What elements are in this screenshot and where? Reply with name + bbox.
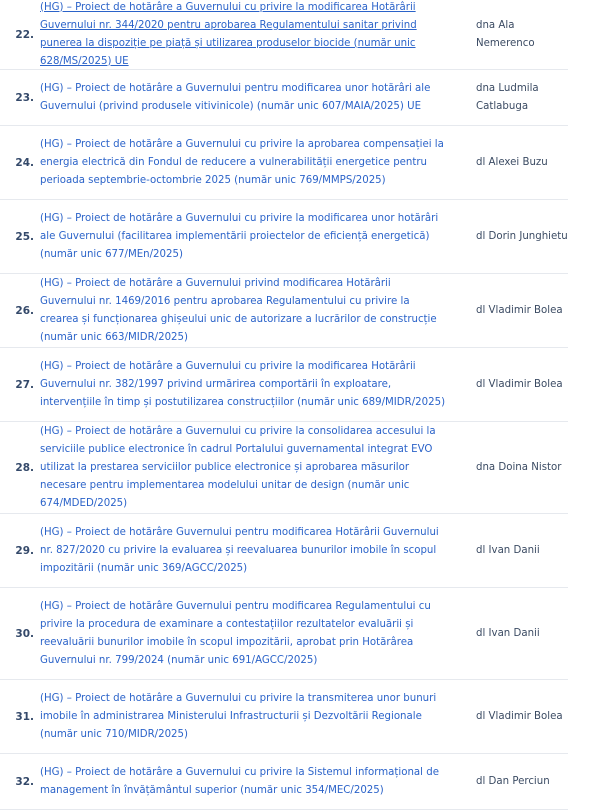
agenda-row [0,754,568,810]
agenda-row [0,70,568,126]
agenda-row [0,588,568,680]
agenda-item-responsible: dl Vladimir Bolea [476,710,563,722]
agenda-row [0,126,568,200]
agenda-row [0,0,568,70]
agenda-item-responsible: dl Vladimir Bolea [476,378,563,390]
agenda-item-number: 27. [15,378,34,391]
agenda-item-responsible: dna Ludmila Catlabuga [476,82,539,112]
agenda-item-responsible: dl Dan Perciun [476,775,550,787]
agenda-row [0,514,568,588]
agenda-item-number: 23. [15,91,34,104]
agenda-item-number: 31. [15,710,34,723]
agenda-item-responsible: dna Ala Nemerenco [476,19,535,49]
agenda-item-number: 22. [15,28,34,41]
agenda-item-title-link[interactable]: (HG) – Proiect de hotărâre a Guvernului cu privire la aprobarea compensației la energia electrică din Fondul de reducere a vulnerabilității energetice pentru perioada septembrie-octombrie 2025 (număr unic 769/MMPS/2025) [40,138,444,186]
agenda-item-title-link[interactable]: (HG) – Proiect de hotărâre a Guvernului cu privire la Sistemul informațional de management în învățământul superior (număr unic 354/MEC/2025) [40,766,439,796]
agenda-row [0,200,568,274]
agenda-item-number: 28. [15,461,34,474]
agenda-item-number: 29. [15,544,34,557]
agenda-row [0,274,568,348]
agenda-item-title-link[interactable]: (HG) – Proiect de hotărâre a Guvernului cu privire la modificarea Hotărârii Guvernului nr. 382/1997 privind urmărirea comportării în exploatare, intervențiile în timp și postutilizarea construcțiilor (număr unic 689/MIDR/2025) [40,360,446,408]
agenda-item-responsible: dl Alexei Buzu [476,156,548,168]
agenda-item-responsible: dl Ivan Danii [476,627,540,639]
agenda-item-title-link[interactable]: (HG) – Proiect de hotărâre a Guvernului privind modificarea Hotărârii Guvernului nr. 1469/2016 pentru aprobarea Regulamentului cu privire la crearea și funcționarea ghișeului unic de autorizare a lucrărilor de construcție (număr unic 663/MIDR/2025) [40,277,437,343]
agenda-item-number: 26. [15,304,34,317]
agenda-item-number: 32. [15,775,34,788]
agenda-item-number: 30. [15,627,34,640]
agenda-item-title-link[interactable]: (HG) – Proiect de hotărâre a Guvernului cu privire la transmiterea unor bunuri imobile în administrarea Ministerului Infrastructurii și Dezvoltării Regionale (număr unic 710/MIDR/2025) [40,692,437,740]
agenda-item-responsible: dl Ivan Danii [476,544,540,556]
agenda-item-responsible: dl Vladimir Bolea [476,304,563,316]
agenda-item-number: 25. [15,230,34,243]
agenda-item-number: 24. [15,156,34,169]
agenda-item-title-link[interactable]: (HG) – Proiect de hotărâre a Guvernului cu privire la consolidarea accesului la serviciile publice electronice în cadrul Portalului guvernamental integrat EVO utilizat la prestarea serviciilor publice electronice și aprobarea măsurilor necesare pentru implementarea modelului unitar de design (număr unic 674/MDED/2025) [40,425,436,509]
agenda-item-title-link[interactable]: (HG) – Proiect de hotărâre a Guvernului cu privire la modificarea Hotărârii Guvernului nr. 344/2020 pentru aprobarea Regulamentului sanitar privind punerea la dispoziție pe piață și utilizarea produselor biocide (număr unic 628/MS/2025) UE [40,1,417,67]
agenda-item-responsible: dna Doina Nistor [476,461,562,473]
agenda-item-title-link[interactable]: (HG) – Proiect de hotărâre a Guvernului cu privire la modificarea unor hotărâri ale Guvernului (facilitarea implementării proiectelor de eficiență energetică) (număr unic 677/MEn/2025) [40,212,439,260]
agenda-item-title-link[interactable]: (HG) – Proiect de hotărâre a Guvernului pentru modificarea unor hotărâri ale Guvernului (privind produsele vitivinicole) (număr unic 607/MAIA/2025) UE [40,82,431,112]
agenda-item-responsible: dl Dorin Junghietu [476,230,568,242]
agenda-row [0,422,568,514]
agenda-row [0,680,568,754]
agenda-row [0,348,568,422]
agenda-item-title-link[interactable]: (HG) – Proiect de hotărâre Guvernului pentru modificarea Hotărârii Guvernului nr. 827/2020 cu privire la evaluarea și reevaluarea bunurilor imobile în scopul impozitării (număr unic 369/AGCC/2025) [40,526,439,574]
agenda-item-title-link[interactable]: (HG) – Proiect de hotărâre Guvernului pentru modificarea Regulamentului cu privire la procedura de examinare a contestațiilor rezultatelor evaluării și reevaluării bunurilor imobile în scopul impozitării, aprobat prin Hotărârea Guvernului nr. 799/2024 (număr unic 691/AGCC/2025) [40,600,431,666]
